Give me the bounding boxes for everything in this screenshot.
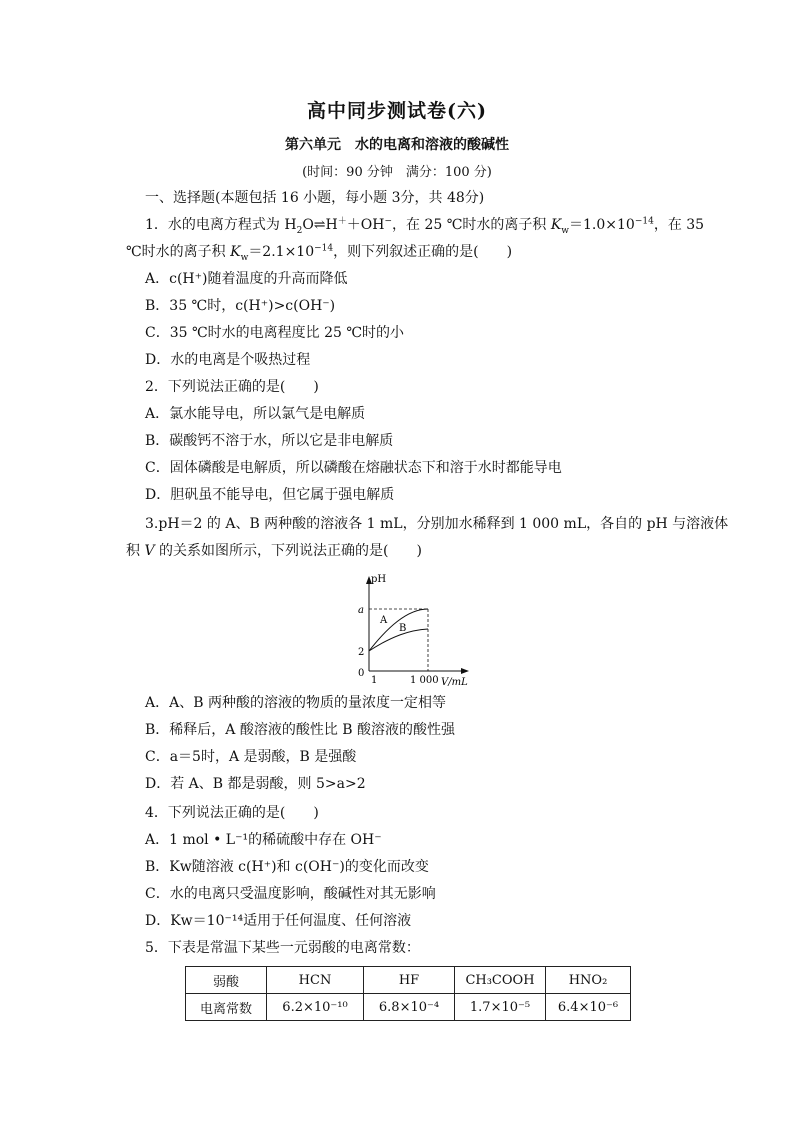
q5-stem: 5．下表是常温下某些一元弱酸的电离常数： xyxy=(145,940,420,956)
table-row xyxy=(186,967,631,994)
q3-option-b: B．稀释后，A 酸溶液的酸性比 B 酸溶液的酸性强 xyxy=(145,722,456,738)
table-row-label: 电离常数 xyxy=(186,994,267,1021)
series-label-a: A xyxy=(380,615,388,626)
y-tick-a: a xyxy=(358,605,364,616)
q4-option-c: C．水的电离只受温度影响，酸碱性对其无影响 xyxy=(145,886,436,902)
table-header-cell: HNO₂ xyxy=(546,967,631,994)
ph-dilution-chart xyxy=(352,573,482,691)
y-tick-2: 2 xyxy=(358,647,365,658)
q3-option-a: A．A、B 两种酸的溶液的物质的量浓度一定相等 xyxy=(145,695,446,711)
table-cell: 1.7×10⁻⁵ xyxy=(455,994,546,1021)
q4-stem: 4．下列说法正确的是( ) xyxy=(145,805,319,821)
q2-option-c: C．固体磷酸是电解质，所以磷酸在熔融状态下和溶于水时都能导电 xyxy=(145,460,562,476)
q3-stem-line1: 3.pH＝2 的 A、B 两种酸的溶液各 1 mL，分别加水稀释到 1 000 mL，各自的 pH 与溶液体 xyxy=(145,516,729,532)
q2-stem: 2．下列说法正确的是( ) xyxy=(145,379,319,395)
q4-option-d: D．Kw＝10⁻¹⁴适用于任何温度、任何溶液 xyxy=(145,913,412,929)
table-cell: 6.4×10⁻⁶ xyxy=(546,994,631,1021)
q1-option-d: D．水的电离是个吸热过程 xyxy=(145,352,311,368)
x-axis-arrow-icon xyxy=(461,668,469,674)
series-label-b: B xyxy=(399,623,407,634)
table-header-cell: HF xyxy=(364,967,455,994)
y-tick-0: 0 xyxy=(358,668,365,679)
q4-option-a: A．1 mol • L⁻¹的稀硫酸中存在 OH⁻ xyxy=(145,832,382,848)
table-header-cell: HCN xyxy=(267,967,364,994)
q3-option-d: D．若 A、B 都是弱酸，则 5>a>2 xyxy=(145,776,366,792)
q2-option-b: B．碳酸钙不溶于水，所以它是非电解质 xyxy=(145,433,394,449)
x-tick-1000: 1 000 xyxy=(410,675,439,686)
q3-option-c: C．a＝5时，A 是弱酸，B 是强酸 xyxy=(145,749,357,765)
ionization-constant-table xyxy=(185,966,631,1021)
unit-subtitle: 第六单元 水的电离和溶液的酸碱性 xyxy=(285,137,509,153)
q2-option-d: D．胆矾虽不能导电，但它属于强电解质 xyxy=(145,487,395,503)
table-cell: 6.2×10⁻¹⁰ xyxy=(267,994,364,1021)
q3-stem-line2: 积 V 的关系如图所示，下列说法正确的是( ) xyxy=(126,543,422,559)
table-cell: 6.8×10⁻⁴ xyxy=(364,994,455,1021)
y-axis-label: pH xyxy=(371,574,387,585)
x-axis-label: V/mL xyxy=(441,677,468,688)
table-header-cell: 弱酸 xyxy=(186,967,267,994)
table-header-cell: CH₃COOH xyxy=(455,967,546,994)
q1-option-c: C．35 ℃时水的电离程度比 25 ℃时的小 xyxy=(145,325,405,341)
q4-option-b: B．Kw随溶液 c(H⁺)和 c(OH⁻)的变化而改变 xyxy=(145,859,429,875)
equilibrium-arrow-icon: ⇌ xyxy=(313,217,326,233)
x-tick-1: 1 xyxy=(371,675,378,686)
q1-option-a: A．c(H⁺)随着温度的升高而降低 xyxy=(145,271,348,287)
q1-stem-line1: 1．水的电离方程式为 $H_2O\rightleftharpoons H^++OH^-$，在 25 ℃时水的离子积 $K_w=1.0\times 10^{-14}$，在 35 xyxy=(145,216,705,236)
table-row xyxy=(186,994,631,1021)
q1-option-b: B．35 ℃时，c(H⁺)>c(OH⁻) xyxy=(145,298,336,314)
q1-stem-line2: ℃时水的离子积 $K_w=2.1\times 10^{-14}$，则下列叙述正确的是( ) xyxy=(126,243,513,263)
time-score-info: (时间：90 分钟 满分：100 分) xyxy=(302,165,492,180)
exam-title: 高中同步测试卷(六) xyxy=(307,100,487,122)
section-heading: 一、选择题(本题包括 16 小题，每小题 3分，共 48分) xyxy=(145,190,485,206)
q2-option-a: A．氯水能导电，所以氯气是电解质 xyxy=(145,406,366,422)
